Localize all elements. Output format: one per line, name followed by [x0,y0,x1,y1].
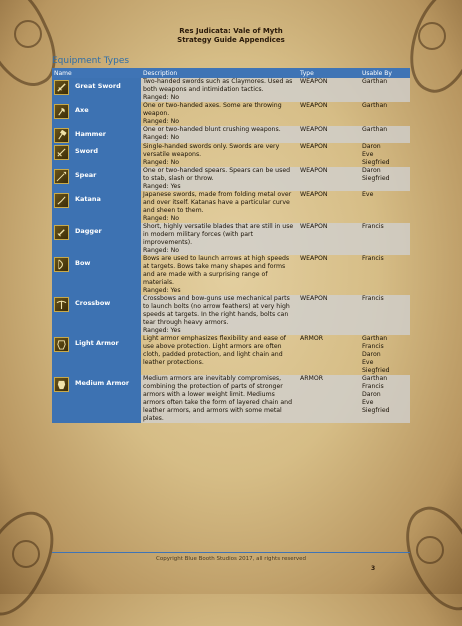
document-subtitle: Strategy Guide Appendices [177,36,285,44]
usable-by-character: Garthan [362,78,388,85]
equipment-name-cell [52,191,141,223]
usable-by-character: Francis [362,383,384,390]
equipment-name: Light Armor [75,339,119,347]
table-row [52,223,410,255]
equipment-table [52,68,410,423]
equipment-name: Axe [75,106,89,114]
table-row [52,295,410,335]
ornament-curl [12,540,40,568]
spear-icon [54,169,69,184]
equipment-ranged: Ranged: No [143,215,180,222]
usable-by-character: Garthan [362,102,388,109]
equipment-description: One or two-handed axes. Some are throwing weapon. [143,102,282,117]
copyright-footer: Copyright Blue Booth Studios 2017, all rights reserved [156,556,306,562]
table-row [52,335,410,375]
usable-by-character: Francis [362,255,384,262]
equipment-type: WEAPON [300,255,328,262]
usable-by-character: Garthan [362,335,388,342]
usable-by-character: Siegfried [362,407,390,414]
usable-by-character: Francis [362,295,384,302]
equipment-ranged: Ranged: No [143,94,180,101]
equipment-ranged: Ranged: Yes [143,287,181,294]
equipment-usable-by [360,335,410,375]
equipment-name: Medium Armor [75,379,130,387]
sword-icon [54,145,69,160]
equipment-ranged: Ranged: Yes [143,183,181,190]
footer-rule [52,552,410,553]
table-row [52,143,410,167]
column-header-type: Type [300,69,314,77]
equipment-usable-by [360,191,410,223]
equipment-name: Katana [75,195,101,203]
equipment-name-cell [52,167,141,191]
equipment-usable-by [360,167,410,191]
equipment-ranged: Ranged: No [143,159,180,166]
equipment-description-cell [141,375,298,423]
table-header [52,68,410,78]
usable-by-character: Eve [362,399,374,406]
usable-by-character: Eve [362,359,374,366]
equipment-name-cell [52,375,141,423]
equipment-description: Medium armors are inevitably compromises, combining the protection of parts of stronger armors with a lower weight limit. Mediums armors often take the form of layered chain and leather armors, and armors with some metal plates. [143,375,293,422]
equipment-description: Japanese swords, made from folding metal over and over itself. Katanas have a particular curve and sheen to them. [143,191,292,214]
equipment-type: WEAPON [298,78,360,102]
equipment-name-cell [52,78,141,102]
usable-by-character: Daron [362,391,381,398]
usable-by-character: Garthan [362,375,388,382]
equipment-name: Hammer [75,130,106,138]
equipment-type: WEAPON [300,191,328,198]
crossbow-icon [54,297,69,312]
equipment-name-cell [52,335,141,375]
column-header-usable-by: Usable By [362,69,392,77]
table-row [52,191,410,223]
great-sword-icon [54,80,69,95]
equipment-ranged: Ranged: Yes [143,327,181,334]
usable-by-character: Garthan [362,126,388,133]
medium-armor-icon [54,377,69,392]
equipment-usable-by [360,143,410,167]
equipment-description-cell [141,295,298,335]
hammer-icon [54,128,69,143]
table-row [52,102,410,126]
usable-by-character: Francis [362,343,384,350]
table-body [52,78,410,423]
table-row [52,375,410,423]
equipment-name-cell [52,255,141,295]
equipment-name-cell [52,102,141,126]
equipment-usable-by [360,126,410,143]
equipment-usable-by [360,102,410,126]
equipment-ranged: Ranged: No [143,118,180,125]
section-title: Equipment Types [52,56,130,66]
equipment-name: Bow [75,259,91,267]
equipment-name: Great Sword [75,82,121,90]
katana-icon [54,193,69,208]
usable-by-character: Siegfried [362,367,390,374]
equipment-description-cell [141,335,298,375]
equipment-name-cell [52,223,141,255]
equipment-name: Sword [75,147,99,155]
dagger-icon [54,225,69,240]
equipment-description-cell [141,102,298,126]
equipment-description: Bows are used to launch arrows at high speeds at targets. Bows take many shapes and forms and are made with a surprising range of materials. [143,255,290,286]
equipment-usable-by [360,375,410,423]
equipment-type: WEAPON [298,126,360,143]
equipment-description: One or two-handed blunt crushing weapons. [143,126,281,133]
equipment-type: WEAPON [298,295,360,335]
column-header-name: Name [54,69,72,77]
equipment-description: Light armor emphasizes flexibility and ease of use above protection. Light armors are often cloth, padded protection, and light chain and leather protections. [143,335,286,366]
equipment-description: Single-handed swords only. Swords are very versatile weapons. [143,143,280,158]
equipment-type: ARMOR [300,335,324,342]
light-armor-icon [54,337,69,352]
table-row [52,167,410,191]
column-header-description: Description [143,69,178,77]
usable-by-character: Daron [362,143,381,150]
equipment-name-cell [52,295,141,335]
bow-icon [54,257,69,272]
equipment-description-cell [141,126,298,143]
axe-icon [54,104,69,119]
equipment-description: Two-handed swords such as Claymores. Used as both weapons and intimidation tactics. [143,78,293,93]
usable-by-character: Eve [362,151,374,158]
usable-by-character: Eve [362,191,374,198]
equipment-description-cell [141,191,298,223]
equipment-description-cell [141,223,298,255]
usable-by-character: Daron [362,167,381,174]
equipment-usable-by [360,223,410,255]
equipment-description-cell [141,167,298,191]
equipment-name-cell [52,126,141,143]
equipment-type: WEAPON [300,143,328,150]
equipment-name-cell [52,143,141,167]
equipment-description-cell [141,255,298,295]
page-number: 3 [371,565,376,572]
equipment-description: Crossbows and bow-guns use mechanical parts to launch bolts (no arrow feathers) at very high speeds at targets. In the right hands, bolts can tear through heavy armors. [143,295,290,326]
document-header [0,27,462,45]
equipment-usable-by [360,255,410,295]
equipment-description-cell [141,143,298,167]
equipment-usable-by [360,295,410,335]
equipment-ranged: Ranged: No [143,134,180,141]
table-row [52,255,410,295]
equipment-name: Crossbow [75,299,111,307]
usable-by-character: Daron [362,351,381,358]
equipment-name: Dagger [75,227,102,235]
equipment-usable-by [360,78,410,102]
equipment-type: ARMOR [298,375,360,423]
usable-by-character: Siegfried [362,175,390,182]
equipment-type: WEAPON [298,223,360,255]
table-row [52,78,410,102]
equipment-type: WEAPON [300,102,328,109]
usable-by-character: Francis [362,223,384,230]
table-row [52,126,410,143]
equipment-description-cell [141,78,298,102]
equipment-description: One or two-handed spears. Spears can be used to stab, slash or throw. [143,167,291,182]
usable-by-character: Siegfried [362,159,390,166]
equipment-ranged: Ranged: No [143,247,180,254]
document-title: Res Judicata: Vale of Myth [179,27,283,35]
equipment-description: Short, highly versatile blades that are still in use in modern military forces (with part improvements). [143,223,294,246]
equipment-name: Spear [75,171,97,179]
equipment-type: WEAPON [298,167,360,191]
